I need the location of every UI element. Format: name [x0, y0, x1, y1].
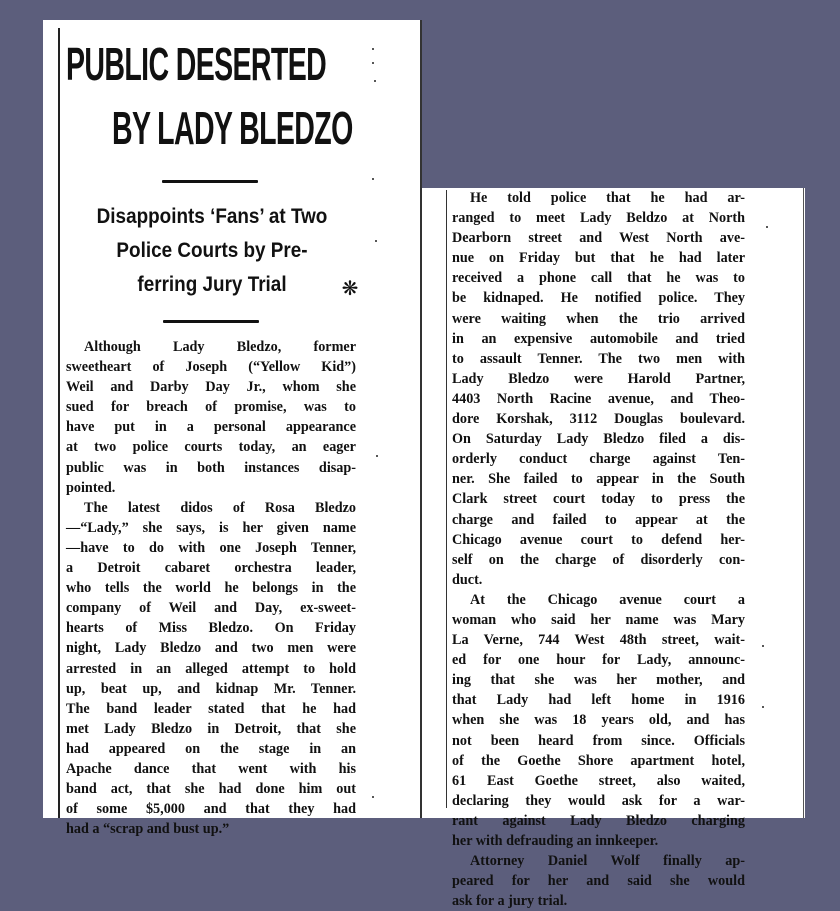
article-line: duct. — [452, 571, 483, 588]
article-line: hearts of Miss Bledzo. On Friday — [66, 620, 356, 637]
article-line: The latest didos of Rosa Bledzo — [84, 499, 356, 516]
scan-speck — [762, 645, 764, 647]
article-line: arrested in an alleged attempt to hold — [66, 660, 356, 677]
article-line: sweetheart of Joseph (“Yellow Kid”) — [66, 359, 356, 376]
scan-speck — [372, 178, 374, 180]
article-column-left — [66, 337, 356, 839]
article-line: —“Lady,” she says, is her given name — [66, 519, 356, 536]
article-line: to assault Tenner. The two men with — [452, 350, 745, 367]
article-line: up, beat up, and kidnap Mr. Tenner. — [66, 680, 356, 697]
article-line: Attorney Daniel Wolf finally ap- — [470, 853, 745, 870]
article-line: had a “scrap and bust up.” — [66, 821, 230, 838]
newspaper-ornament-icon: ❋ — [341, 278, 359, 300]
scan-speck — [372, 48, 374, 50]
scan-speck — [376, 455, 378, 457]
article-line: charge and failed to appear at the — [452, 511, 745, 528]
article-line: be kidnaped. He notified police. They — [452, 290, 745, 307]
article-line: Lady Bledzo were Harold Partner, — [452, 370, 745, 387]
scan-speck — [372, 796, 374, 798]
scan-speck — [766, 226, 768, 228]
headline-line-1: PUBLIC DESERTED — [66, 38, 327, 90]
article-line: At the Chicago avenue court a — [470, 591, 745, 608]
article-line: had appeared on the stage in an — [66, 740, 356, 757]
article-line: Clark street court today to press the — [452, 491, 745, 508]
article-line: Although Lady Bledzo, former — [84, 339, 356, 355]
article-line: that Lady had left home in 1916 — [452, 692, 745, 709]
article-line: were waiting when the trio arrived — [452, 310, 745, 327]
article-line: not been heard from since. Officials — [452, 732, 745, 749]
article-line: when she was 18 years old, and has — [452, 712, 745, 729]
article-line: of the Goethe Shore apartment hotel, — [452, 752, 745, 769]
article-line: On Saturday Lady Bledzo filed a dis- — [452, 431, 745, 448]
article-line: Dearborn street and West North ave- — [452, 230, 745, 247]
scan-speck — [374, 80, 376, 82]
article-line: nue on Friday but that he had later — [452, 250, 745, 267]
article-line: pointed. — [66, 479, 116, 496]
article-line: a Detroit cabaret orchestra leader, — [66, 560, 356, 577]
scan-speck — [762, 706, 764, 708]
article-line: The band leader stated that he had — [66, 700, 356, 717]
article-line: her with defrauding an innkeeper. — [452, 833, 659, 849]
article-line: have put in a personal appearance — [66, 419, 356, 436]
article-line: company of Weil and Day, ex-sweet- — [66, 600, 356, 617]
article-line: Weil and Darby Day Jr., whom she — [66, 379, 356, 396]
article-line: night, Lady Bledzo and two men were — [66, 640, 356, 657]
scan-speck — [375, 240, 377, 242]
article-line: received a phone call that he was to — [452, 270, 745, 287]
article-line: Apache dance that went with his — [66, 760, 356, 777]
article-line: ner. She failed to appear in the South — [452, 471, 745, 488]
article-line: dore Korshak, 3112 Douglas boulevard. — [452, 411, 745, 428]
scan-speck — [372, 62, 374, 64]
headline-line-2: BY LADY BLEDZO — [112, 102, 353, 154]
article-line: —have to do with one Joseph Tenner, — [66, 539, 356, 556]
clipping-edge-right — [803, 188, 804, 818]
deck-divider — [163, 320, 259, 323]
article-line: ed for one hour for Lady, announc- — [452, 652, 745, 669]
article-line: self on the charge of disorderly con- — [452, 551, 745, 568]
article-line: orderly conduct charge against Ten- — [452, 451, 745, 468]
article-line: who tells the world he belongs in the — [66, 580, 356, 597]
article-line: ing that she was her mother, and — [452, 672, 745, 689]
article-line: met Lady Bledzo in Detroit, that she — [66, 720, 356, 737]
article-line: peared for her and said she would — [452, 873, 745, 890]
article-line: woman who said her name was Mary — [452, 611, 745, 628]
deck-line: Police Courts by Pre- — [116, 239, 308, 262]
article-line: ranged to meet Lady Beldzo at North — [452, 210, 745, 227]
article-line: ask for a jury trial. — [452, 893, 568, 910]
subheadline-deck — [62, 200, 362, 302]
article-line: He told police that he had ar- — [470, 190, 745, 206]
article-line: 61 East Goethe street, also waited, — [452, 772, 745, 789]
article-line: Chicago avenue court to defend her- — [452, 531, 745, 548]
article-line: in an expensive automobile and tried — [452, 330, 745, 347]
article-line: 4403 North Racine avenue, and Theo- — [452, 390, 745, 407]
headline-divider — [162, 180, 258, 183]
column-rule-left — [58, 28, 60, 818]
article-line: rant against Lady Bledzo charging — [452, 812, 745, 829]
deck-line: ferring Jury Trial — [137, 273, 287, 296]
article-line: of some $5,000 and that they had — [66, 801, 356, 818]
article-line: La Verne, 744 West 48th street, wait- — [452, 632, 745, 649]
column-rule-center — [420, 20, 422, 818]
column-rule-right — [446, 190, 447, 808]
article-line: at two police courts today, an eager — [66, 439, 356, 456]
article-line: declaring they would ask for a war- — [452, 792, 745, 809]
deck-line: Disappoints ‘Fans’ at Two — [96, 205, 328, 228]
article-line: sued for breach of promise, was to — [66, 399, 356, 416]
article-line: public was in both instances disap- — [66, 459, 356, 476]
article-column-right — [452, 188, 745, 911]
article-line: band act, that she had done him out — [66, 781, 356, 798]
